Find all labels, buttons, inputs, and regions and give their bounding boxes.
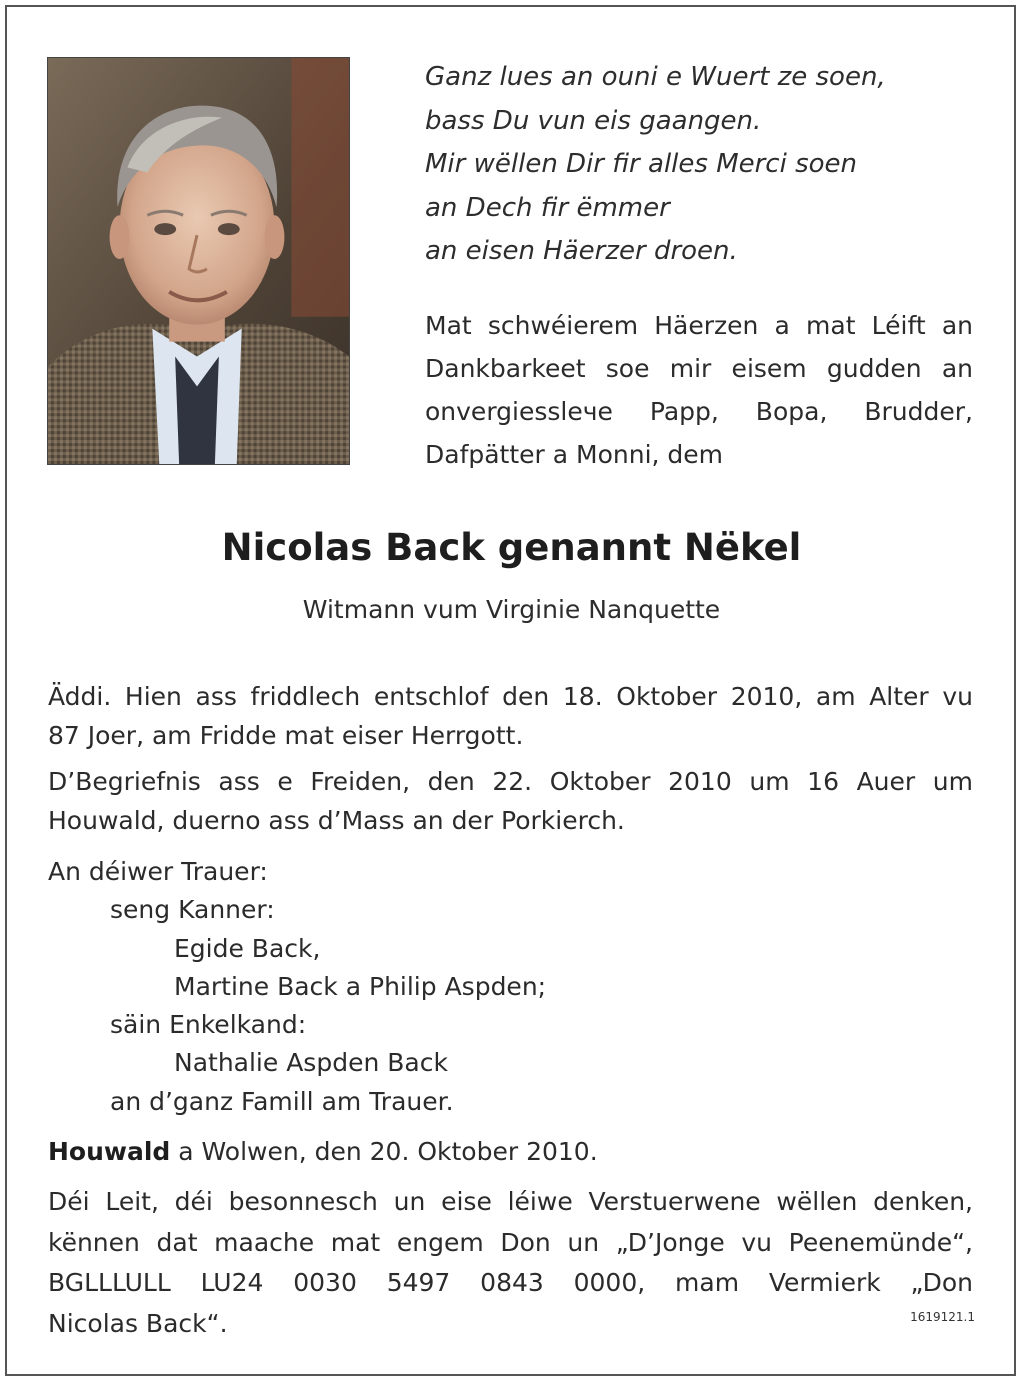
death-paragraph — [48, 677, 973, 755]
intro-line: onvergiesslече Papp, Bopa, Brudder, — [425, 397, 973, 426]
portrait-photo — [47, 57, 350, 465]
funeral-line: D’Begriefnis ass e Freiden, den 22. Oktober 2010 um 16 Auer um — [48, 767, 973, 796]
portrait-illustration — [48, 58, 349, 464]
donation-line: Nicolas Back“. — [48, 1308, 228, 1338]
deceased-name: Nicolas Back genannt Nëkel — [221, 526, 802, 569]
funeral-line: Houwald, duerno ass d’Mass an der Porkierch. — [48, 806, 625, 835]
intro-line: Dafpätter a Monni, dem — [425, 440, 724, 469]
family-line: an d’ganz Famill am Trauer. — [110, 1086, 454, 1116]
donation-line: BGLLLULL LU24 0030 5497 0843 0000, mam Vermierk „Don — [48, 1268, 973, 1297]
reference-number: 1619121.1 — [910, 1310, 975, 1324]
place-date: a Wolwen, den 20. Oktober 2010. — [170, 1137, 598, 1166]
intro-paragraph — [425, 304, 973, 476]
grandchild-name: Nathalie Aspden Back — [174, 1048, 448, 1078]
donation-line: kënnen dat maache mat engem Don un „D’Jonge vu Peenemünde“, — [48, 1227, 973, 1257]
poem-line: an eisen Häerzer droen. — [425, 236, 738, 266]
death-line: 87 Joer, am Fridde mat eiser Herrgott. — [48, 721, 524, 750]
memorial-poem — [425, 56, 985, 274]
poem-line: bass Du vun eis gaangen. — [425, 105, 762, 136]
intro-line: Mat schwéierem Häerzen a mat Léift an — [425, 311, 973, 340]
poem-line: Ganz lues an ouni e Wuert ze soen, — [425, 62, 886, 92]
donation-line: Déi Leit, déi besonnesch un eise léiwe Verstuerwene wëllen denken, — [48, 1187, 973, 1216]
grandchild-label: säin Enkelkand: — [110, 1010, 307, 1040]
widower-subtitle: Witmann vum Virginie Nanquette — [302, 595, 721, 624]
children-label: seng Kanner: — [110, 895, 275, 925]
child-name: Egide Back, — [174, 933, 321, 963]
child-name: Martine Back a Philip Aspden; — [174, 971, 547, 1001]
mourners-heading: An déiwer Trauer: — [48, 857, 268, 886]
death-line: Äddi. Hien ass friddlech entschlof den 18. Oktober 2010, am Alter vu — [48, 682, 973, 711]
intro-line: Dankbarkeet soe mir eisem gudden an — [425, 354, 973, 383]
funeral-paragraph — [48, 762, 973, 840]
donation-paragraph — [48, 1182, 973, 1344]
mourners-list — [48, 853, 546, 1121]
place-name: Houwald — [48, 1137, 171, 1166]
poem-line: Mir wëllen Dir fir alles Merci soen — [425, 149, 858, 179]
place-date-line — [48, 1137, 598, 1166]
poem-line: an Dech fir ëmmer — [425, 192, 670, 223]
